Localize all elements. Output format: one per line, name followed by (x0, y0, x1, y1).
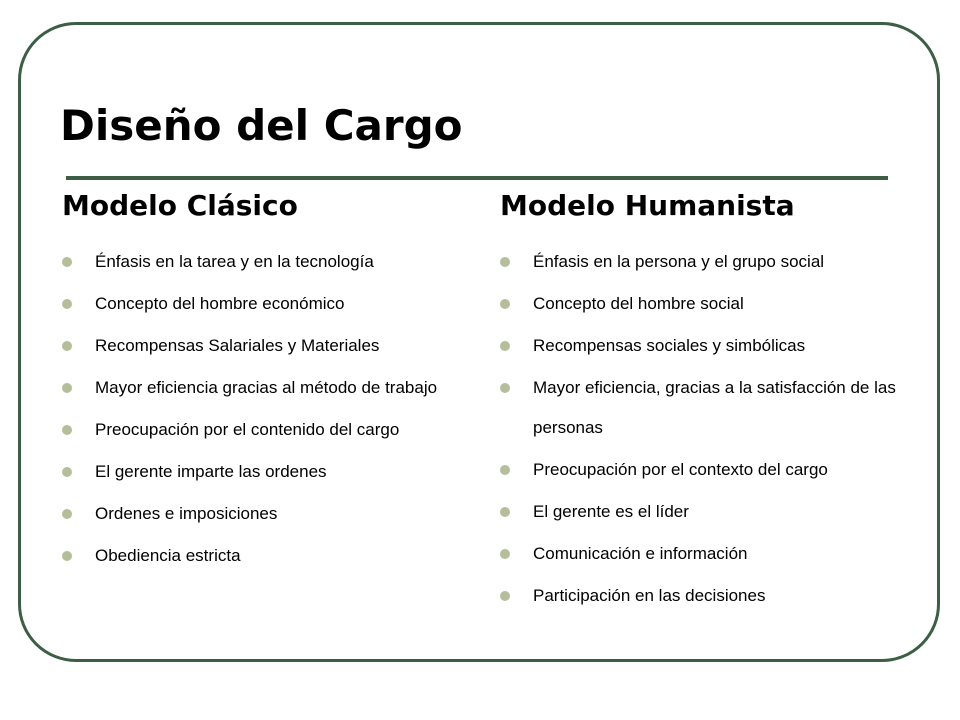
bullet-icon (62, 425, 72, 435)
bullet-icon (500, 299, 510, 309)
bullet-icon (62, 509, 72, 519)
list-item-text: Comunicación e información (533, 544, 748, 563)
list-item (500, 284, 920, 324)
bullet-icon (500, 465, 510, 475)
bullet-icon (500, 341, 510, 351)
bullet-icon (500, 507, 510, 517)
list-item (500, 492, 920, 532)
bullet-icon (500, 591, 510, 601)
list-item (500, 576, 920, 616)
column-modelo-clasico (62, 186, 472, 578)
list-item-text: Concepto del hombre social (533, 294, 744, 313)
list-item (62, 494, 472, 534)
bullet-list-humanista (500, 242, 920, 616)
column-heading-clasico: Modelo Clásico (62, 189, 298, 222)
list-item (62, 284, 472, 324)
list-item-text: Preocupación por el contexto del cargo (533, 460, 828, 479)
title-underline (66, 176, 888, 180)
list-item (500, 368, 920, 448)
list-item-text: Recompensas Salariales y Materiales (95, 336, 380, 355)
list-item-text: El gerente es el líder (533, 502, 689, 521)
column-heading-humanista: Modelo Humanista (500, 189, 795, 222)
bullet-icon (500, 549, 510, 559)
bullet-icon (62, 467, 72, 477)
list-item (500, 534, 920, 574)
list-item (62, 368, 472, 408)
list-item (62, 242, 472, 282)
list-item-text: Ordenes e imposiciones (95, 504, 278, 523)
list-item-text: Énfasis en la persona y el grupo social (533, 252, 825, 271)
bullet-icon (62, 383, 72, 393)
list-item-text: Obediencia estricta (95, 546, 241, 565)
list-item (500, 326, 920, 366)
bullet-icon (62, 299, 72, 309)
list-item-text: Recompensas sociales y simbólicas (533, 336, 806, 355)
list-item-text: El gerente imparte las ordenes (95, 462, 327, 481)
column-modelo-humanista (500, 186, 920, 618)
list-item-text: Preocupación por el contenido del cargo (95, 420, 400, 439)
list-item-text: Concepto del hombre económico (95, 294, 345, 313)
list-item (500, 450, 920, 490)
bullet-icon (62, 257, 72, 267)
list-item-text: Participación en las decisiones (533, 586, 766, 605)
bullet-icon (62, 551, 72, 561)
bullet-list-clasico (62, 242, 472, 576)
list-item (62, 452, 472, 492)
bullet-icon (500, 383, 510, 393)
list-item (62, 326, 472, 366)
slide-title: Diseño del Cargo (60, 101, 463, 150)
list-item-text: Mayor eficiencia gracias al método de trabajo (95, 378, 438, 397)
list-item (62, 536, 472, 576)
list-item (62, 410, 472, 450)
bullet-icon (62, 341, 72, 351)
bullet-icon (500, 257, 510, 267)
list-item-text: Mayor eficiencia, gracias a la satisfacción de las personas (533, 378, 896, 437)
list-item (500, 242, 920, 282)
list-item-text: Énfasis en la tarea y en la tecnología (95, 252, 374, 271)
